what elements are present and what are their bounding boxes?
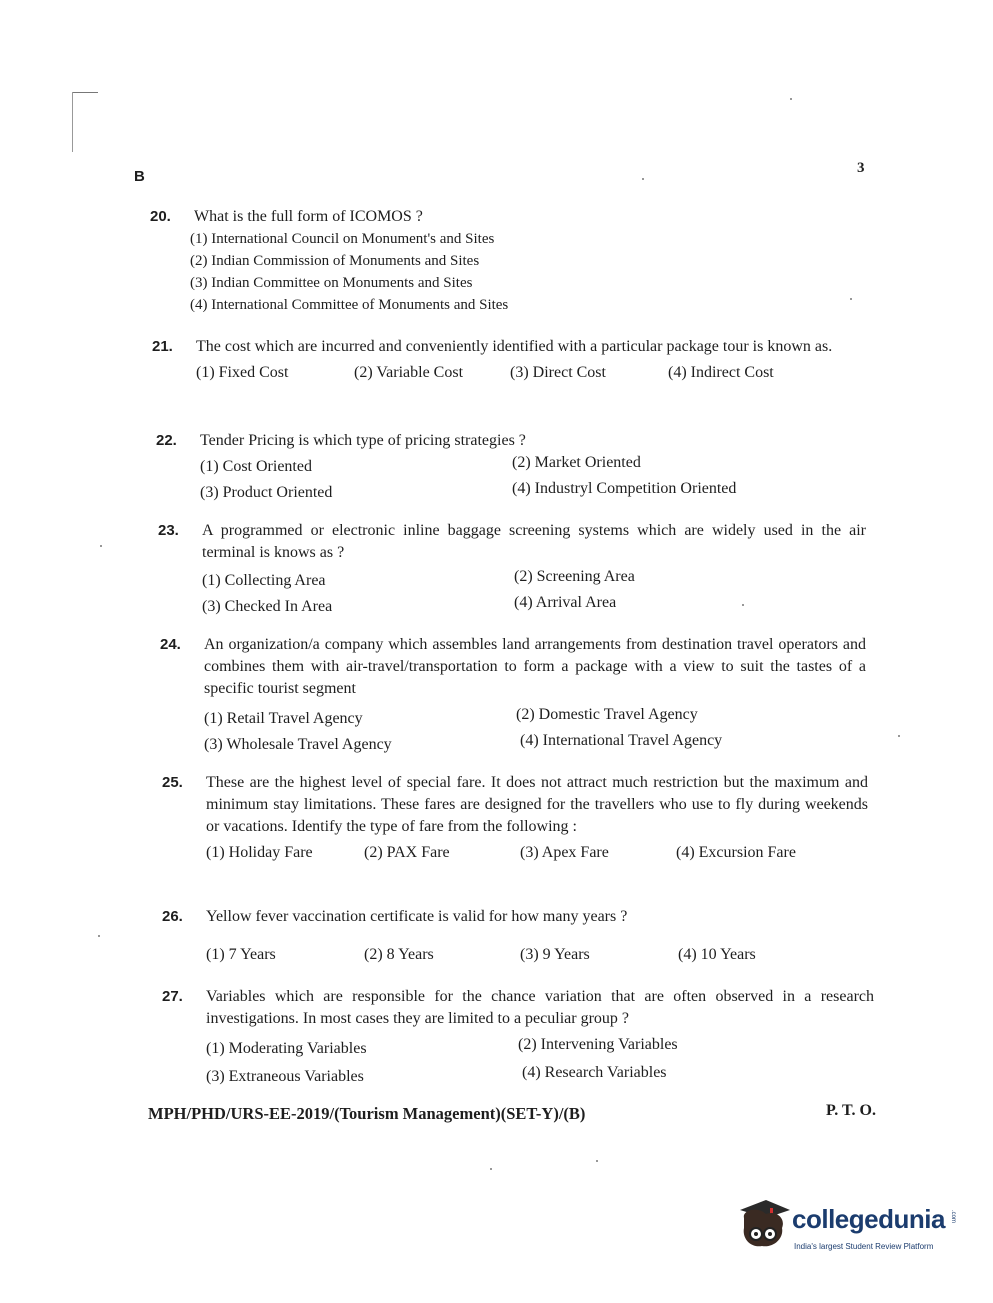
question-number: 22.	[156, 432, 177, 449]
logo-wordmark: collegedunia	[792, 1204, 945, 1234]
option[interactable]: (4) International Committee of Monuments and Sites	[190, 297, 509, 313]
option[interactable]: (3) Product Oriented	[200, 484, 333, 501]
paper-code: MPH/PHD/URS-EE-2019/(Tourism Management)(SET-Y)/(B)	[148, 1104, 586, 1123]
option[interactable]: (2) Domestic Travel Agency	[516, 706, 698, 723]
option[interactable]: (1) Cost Oriented	[200, 458, 312, 475]
option[interactable]: (1) Holiday Fare	[206, 844, 313, 861]
scan-speck	[596, 1160, 598, 1162]
scan-speck	[490, 1168, 492, 1170]
question-25	[162, 772, 868, 866]
option[interactable]: (1) 7 Years	[206, 946, 276, 963]
option[interactable]: (2) Market Oriented	[512, 454, 641, 471]
option[interactable]: (1) Fixed Cost	[196, 364, 289, 381]
question-number: 23.	[158, 522, 179, 539]
logo-suffix: .com	[950, 1210, 956, 1224]
scan-speck	[100, 545, 102, 547]
option[interactable]: (3) Direct Cost	[510, 364, 606, 381]
option[interactable]: (3) Indian Committee on Monuments and Sites	[190, 275, 473, 291]
option[interactable]: (4) Arrival Area	[514, 594, 617, 611]
question-text: What is the full form of ICOMOS ?	[194, 208, 423, 225]
scan-speck	[790, 98, 792, 100]
option[interactable]: (1) Retail Travel Agency	[204, 710, 363, 727]
option-grid	[204, 700, 866, 754]
question-text: An organization/a company which assembles land arrangements from destination travel operators and combines them with air-travel/transportation to form a package with a view to suit the tastes of a specific tourist segment	[204, 636, 866, 697]
scan-speck	[642, 178, 644, 180]
question-number: 20.	[150, 208, 171, 225]
option[interactable]: (3) Wholesale Travel Agency	[204, 736, 392, 753]
option[interactable]: (4) Indirect Cost	[668, 364, 774, 381]
question-number: 25.	[162, 774, 183, 791]
option[interactable]: (2) Screening Area	[514, 568, 635, 585]
question-text: A programmed or electronic inline baggage screening systems which are widely used in the air terminal is knows as ?	[202, 522, 866, 561]
option[interactable]: (4) Excursion Fare	[676, 844, 796, 861]
option-row	[206, 940, 868, 968]
question-number: 26.	[162, 908, 183, 925]
option-grid	[200, 452, 866, 506]
option-grid	[202, 564, 866, 618]
option-grid	[206, 1030, 874, 1084]
option[interactable]: (2) Variable Cost	[354, 364, 464, 381]
pto-label: P. T. O.	[826, 1102, 876, 1119]
option[interactable]: (2) Indian Commission of Monuments and Sites	[190, 253, 480, 269]
question-number: 27.	[162, 988, 183, 1005]
scan-speck	[98, 935, 100, 937]
option-list	[190, 228, 870, 316]
question-text: Variables which are responsible for the chance variation that are often observed in a research investigations. In most cases they are limited to a peculiar group ?	[206, 988, 874, 1027]
option[interactable]: (4) Industryl Competition Oriented	[512, 480, 737, 497]
scan-mark	[72, 92, 98, 93]
question-22	[156, 430, 866, 506]
question-text: Yellow fever vaccination certificate is valid for how many years ?	[206, 908, 628, 925]
option[interactable]: (4) 10 Years	[678, 946, 756, 963]
question-text: These are the highest level of special fare. It does not attract much restriction but the maximum and minimum stay limitations. These fares are designed for the travellers who use to fly during weekends or vacations. Identify the type of fare from the following :	[206, 774, 868, 835]
question-21	[152, 336, 866, 386]
option[interactable]: (3) Extraneous Variables	[206, 1068, 364, 1085]
scan-speck	[898, 735, 900, 737]
graduate-mascot-icon	[736, 1196, 792, 1258]
question-number: 21.	[152, 338, 173, 355]
option[interactable]: (2) 8 Years	[364, 946, 434, 963]
option[interactable]: (4) Research Variables	[522, 1064, 667, 1081]
page-number: 3	[857, 160, 865, 176]
option-row	[206, 838, 868, 866]
collegedunia-logo[interactable]	[736, 1196, 962, 1258]
logo-tagline: India's largest Student Review Platform	[794, 1242, 934, 1251]
question-text: Tender Pricing is which type of pricing strategies ?	[200, 432, 526, 449]
option[interactable]: (4) International Travel Agency	[520, 732, 723, 749]
option[interactable]: (1) Collecting Area	[202, 572, 326, 589]
scan-mark	[72, 92, 73, 152]
question-23	[158, 520, 866, 618]
option-row	[196, 358, 866, 386]
option[interactable]: (3) Checked In Area	[202, 598, 333, 615]
question-number: 24.	[160, 636, 181, 653]
option[interactable]: (2) PAX Fare	[364, 844, 450, 861]
option[interactable]: (3) 9 Years	[520, 946, 590, 963]
question-26	[162, 906, 868, 968]
question-text: The cost which are incurred and conveniently identified with a particular package tour is known as.	[196, 338, 833, 355]
option[interactable]: (2) Intervening Variables	[518, 1036, 678, 1053]
question-24	[160, 634, 866, 754]
set-code: B	[134, 168, 145, 185]
question-20	[150, 206, 870, 316]
option[interactable]: (1) International Council on Monument's and Sites	[190, 231, 495, 247]
question-27	[162, 986, 874, 1084]
option[interactable]: (3) Apex Fare	[520, 844, 609, 861]
option[interactable]: (1) Moderating Variables	[206, 1040, 367, 1057]
